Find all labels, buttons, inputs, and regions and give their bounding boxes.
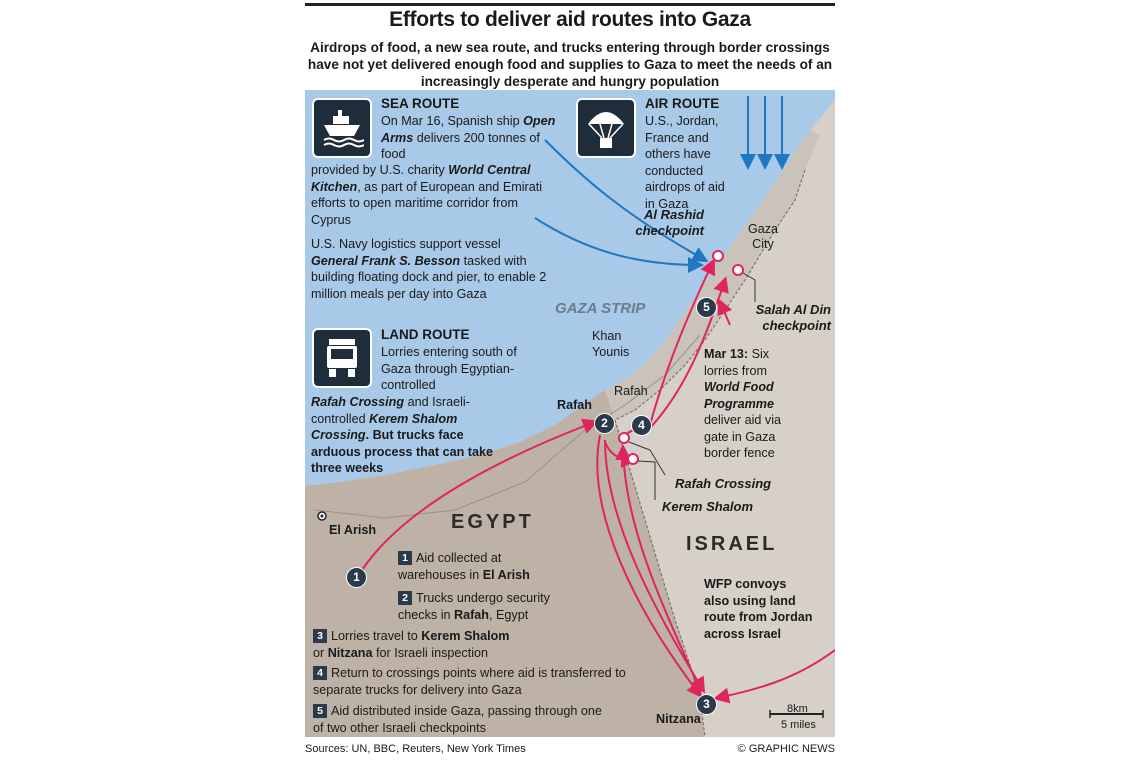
step-3: 3 Lorries travel to Kerem Shalom or Nitzana for Israeli inspection (313, 629, 510, 660)
rafah-crossing-marker (619, 433, 629, 443)
land-route-text-1: Lorries entering south of Gaza through Egyptian-controlled (381, 345, 517, 392)
label-khan-younis: Khan Younis (592, 329, 630, 359)
marker-2: 2 (594, 413, 615, 434)
marker-5: 5 (696, 297, 717, 318)
label-rafah-town: Rafah (614, 384, 648, 398)
label-kerem-shalom: Kerem Shalom (662, 499, 754, 514)
convoy-note: WFP convoys also using land route from Jordan across Israel (704, 577, 813, 641)
label-al-rashid: Al Rashid checkpoint (635, 207, 704, 238)
step-2: 2 Trucks undergo security checks in Rafah, Egypt (398, 591, 550, 622)
sea-route-text-1: On Mar 16, Spanish ship Open Arms delivers 200 tonnes of food (381, 114, 556, 161)
air-route-text: U.S., Jordan, France and others have conducted airdrops of aid in Gaza (645, 114, 725, 211)
checkpoint-al-rashid-marker (713, 251, 723, 261)
wfp-note: Mar 13: Six lorries from World Food Programme deliver aid via gate in Gaza border fence (704, 347, 782, 460)
label-gaza-strip: GAZA STRIP (555, 300, 646, 317)
title-rule (305, 3, 835, 6)
sea-route-text-3: U.S. Navy logistics support vessel General Frank S. Besson tasked with building floating dock and pier, to enable 2 million meals per day into Gaza (311, 237, 547, 301)
label-israel: ISRAEL (686, 533, 778, 555)
page-title: Efforts to deliver aid routes into Gaza (389, 8, 751, 31)
label-gaza-city: Gaza City (747, 222, 779, 251)
credit: © GRAPHIC NEWS (737, 743, 835, 755)
land-route-heading: LAND ROUTE (381, 327, 470, 342)
marker-1: 1 (346, 567, 367, 588)
kerem-shalom-marker (628, 454, 638, 464)
sea-route-heading: SEA ROUTE (381, 96, 460, 111)
label-el-arish: El Arish (329, 523, 377, 537)
label-nitzana: Nitzana (656, 712, 701, 726)
land-route-text-2: Rafah Crossing and Israeli-controlled Kerem Shalom Crossing. But trucks face arduous process that can take three weeks (311, 395, 493, 475)
marker-3: 3 (696, 694, 717, 715)
label-rafah-egypt: Rafah (557, 398, 592, 412)
subtitle: Airdrops of food, a new sea route, and trucks entering through border crossings have not yet delivered enough food and supplies to Gaza to meet the needs of an increasingly desperate and hungry population (307, 40, 833, 89)
scale-km: 8km (787, 703, 808, 715)
step-5: 5 Aid distributed inside Gaza, passing through one of two other Israeli checkpoints (313, 704, 602, 735)
sea-route-text-2: provided by U.S. charity World Central Kitchen, as part of European and Emirati efforts to open maritime corridor from Cyprus (311, 163, 542, 227)
ship-icon (312, 98, 372, 158)
parachute-icon (576, 98, 636, 158)
label-egypt: EGYPT (451, 511, 534, 533)
scale-miles: 5 miles (781, 719, 816, 731)
label-rafah-crossing: Rafah Crossing (675, 476, 772, 491)
step-4: 4 Return to crossings points where aid is transferred to separate trucks for delivery into Gaza (313, 666, 626, 697)
step-1: 1 Aid collected at warehouses in El Arish (398, 551, 530, 582)
truck-icon (312, 328, 372, 388)
label-salah: Salah Al Din checkpoint (755, 302, 831, 333)
checkpoint-salah-marker (733, 265, 743, 275)
marker-4: 4 (631, 415, 652, 436)
source: Sources: UN, BBC, Reuters, New York Times (305, 743, 526, 755)
air-route-heading: AIR ROUTE (645, 96, 720, 111)
